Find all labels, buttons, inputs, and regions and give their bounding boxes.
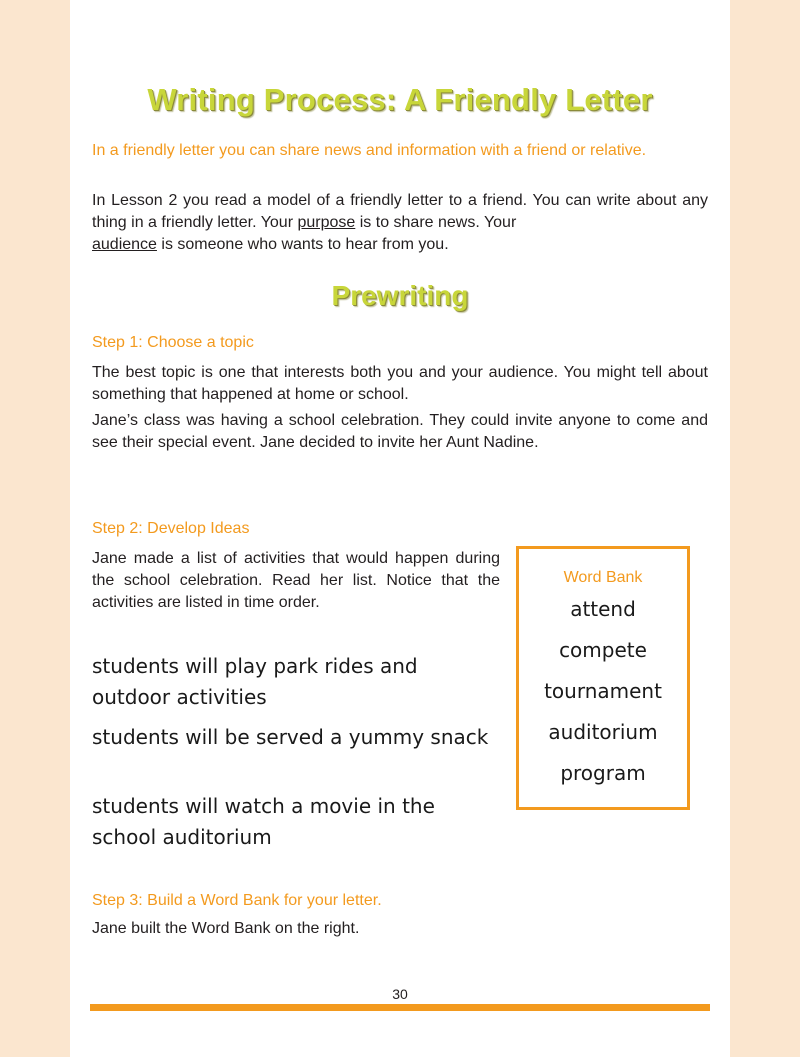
- intro-paragraph: [92, 190, 708, 256]
- step2-heading: Step 2: Develop Ideas: [92, 520, 250, 537]
- page-number: 30: [392, 986, 408, 1002]
- word-bank-word: program: [560, 761, 646, 785]
- page: [70, 0, 730, 1057]
- audience-term: audience: [92, 236, 157, 253]
- intro-text-3: is someone who wants to hear from you.: [156, 236, 449, 253]
- purpose-term: purpose: [297, 214, 356, 231]
- step2-paragraph: Jane made a list of activities that would happen during the school celebration. Read her list. Notice that the activities are listed in time order.: [92, 550, 500, 611]
- section-title: Prewriting: [331, 280, 469, 311]
- intro-lead: In a friendly letter you can share news and information with a friend or relative.: [92, 142, 647, 159]
- word-bank-box: [516, 546, 690, 810]
- footer-divider: [90, 1004, 710, 1011]
- step1-paragraph-1: The best topic is one that interests both you and your audience. You might tell about something that happened at home or school.: [92, 364, 708, 403]
- word-bank-word: tournament: [544, 679, 662, 703]
- word-bank-list: [519, 589, 687, 794]
- word-bank-title: Word Bank: [563, 569, 643, 586]
- activity-list-item: students will watch a movie in the school auditorium: [92, 794, 435, 849]
- intro-text-1: In Lesson 2 you read a model of a friendly letter to a friend. You can write about any thing in a friendly letter. Your: [92, 192, 708, 231]
- activity-list-item: students will play park rides and outdoor activities: [92, 654, 418, 709]
- step1-heading: Step 1: Choose a topic: [92, 334, 254, 351]
- activity-list-item: students will be served a yummy snack: [92, 725, 489, 749]
- word-bank-word: attend: [570, 597, 636, 621]
- step3-paragraph: Jane built the Word Bank on the right.: [92, 920, 360, 937]
- page-title: Writing Process: A Friendly Letter: [147, 82, 653, 117]
- word-bank-word: compete: [559, 638, 647, 662]
- intro-text-2: is to share news. Your: [355, 214, 517, 231]
- step3-heading: Step 3: Build a Word Bank for your letter.: [92, 892, 382, 909]
- step1-paragraph-2: Jane’s class was having a school celebration. They could invite anyone to come and see their special event. Jane decided to invite her Aunt Nadine.: [92, 412, 708, 451]
- word-bank-word: auditorium: [548, 720, 658, 744]
